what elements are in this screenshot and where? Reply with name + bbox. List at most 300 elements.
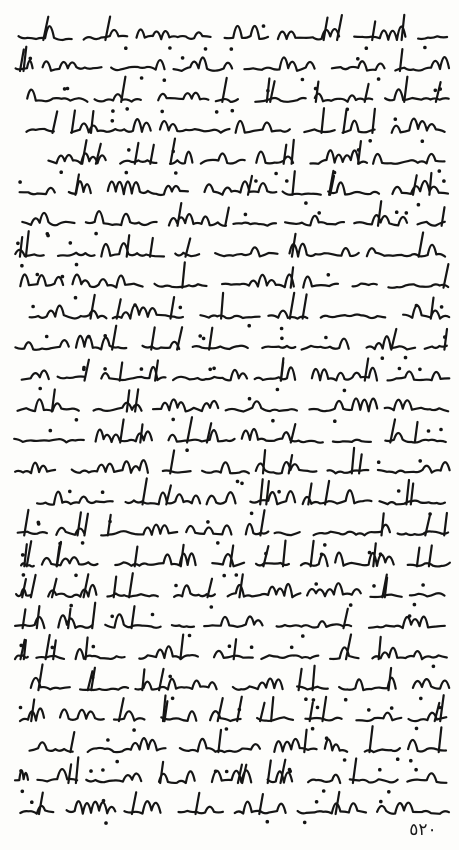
handwritten-line — [48, 139, 444, 176]
ink-stroke — [18, 532, 47, 534]
ink-dot — [244, 213, 248, 217]
ink-dot — [266, 820, 270, 824]
ink-dot — [301, 78, 305, 82]
ink-stroke — [159, 771, 195, 783]
handwritten-line — [22, 201, 445, 237]
ink-dot — [343, 758, 347, 762]
ink-stroke — [236, 121, 290, 133]
ink-dot — [254, 179, 258, 183]
handwritten-line — [18, 389, 449, 423]
ink-stroke — [92, 603, 95, 629]
ink-stroke — [255, 367, 295, 380]
ink-stroke — [78, 512, 81, 535]
ink-dot — [69, 241, 73, 245]
ink-stroke — [119, 698, 124, 721]
ink-dot — [230, 47, 234, 51]
ink-stroke — [129, 573, 133, 597]
ink-stroke — [22, 213, 74, 225]
ink-dot — [115, 760, 119, 764]
ink-dot — [325, 736, 329, 740]
ink-dot — [264, 552, 268, 556]
ink-dot — [171, 150, 175, 154]
ink-stroke — [283, 192, 321, 195]
ink-dot — [101, 768, 105, 772]
ink-dot — [419, 697, 423, 701]
ink-stroke — [291, 424, 296, 442]
ink-stroke — [277, 621, 352, 627]
ink-dot — [59, 170, 63, 174]
ink-dot — [397, 489, 401, 493]
ink-stroke — [356, 713, 401, 721]
ink-stroke — [57, 546, 60, 566]
ink-stroke — [369, 617, 445, 628]
ink-dot — [74, 296, 78, 300]
ink-stroke — [367, 245, 445, 257]
ink-stroke — [377, 803, 449, 814]
ink-stroke — [233, 679, 283, 690]
ink-stroke — [178, 203, 182, 226]
ink-stroke — [53, 111, 58, 132]
ink-stroke — [202, 462, 249, 473]
ink-stroke — [379, 637, 381, 659]
ink-stroke — [339, 678, 396, 690]
ink-stroke — [292, 140, 294, 164]
ink-stroke — [58, 615, 92, 628]
ink-stroke — [209, 328, 212, 350]
ink-dot — [101, 490, 105, 494]
handwritten-line — [15, 603, 445, 638]
ink-stroke — [413, 175, 417, 195]
ink-dot — [92, 645, 96, 649]
ink-stroke — [354, 215, 407, 225]
ink-dot — [216, 541, 220, 545]
ink-stroke — [181, 545, 184, 567]
ink-dot — [185, 448, 189, 452]
ink-dot — [438, 706, 442, 710]
ink-stroke — [91, 295, 95, 319]
ink-dot — [30, 800, 34, 804]
ink-dot — [179, 306, 183, 310]
ink-dot — [379, 552, 383, 556]
ink-dot — [379, 800, 383, 804]
ink-stroke — [86, 211, 157, 225]
ink-stroke — [226, 401, 297, 411]
ink-stroke — [14, 439, 84, 443]
ink-stroke — [150, 238, 153, 257]
ink-dot — [22, 573, 26, 577]
ink-stroke — [221, 293, 223, 319]
ink-stroke — [268, 761, 271, 784]
ink-stroke — [215, 247, 277, 256]
ink-stroke — [207, 492, 236, 504]
ink-stroke — [115, 553, 195, 565]
ink-stroke — [27, 90, 87, 102]
ink-stroke — [395, 57, 449, 70]
ink-dot — [271, 419, 275, 423]
ink-stroke — [72, 460, 148, 473]
ink-dot — [222, 574, 226, 578]
ink-stroke — [20, 188, 55, 194]
ink-dot — [301, 634, 305, 638]
ink-dot — [188, 634, 192, 638]
ink-dot — [315, 800, 319, 804]
ink-stroke — [91, 111, 93, 133]
ink-dot — [106, 738, 110, 742]
ink-stroke — [204, 616, 262, 626]
ink-stroke — [301, 554, 328, 566]
ink-stroke — [96, 430, 152, 442]
handwritten-line — [14, 417, 446, 452]
ink-stroke — [314, 525, 390, 536]
ink-stroke — [268, 311, 307, 319]
ink-stroke — [70, 732, 74, 752]
ink-dot — [276, 388, 280, 392]
ink-dot — [280, 337, 284, 341]
ink-stroke — [431, 298, 434, 319]
ink-dot — [198, 334, 202, 338]
ink-dot — [36, 273, 40, 277]
ink-stroke — [283, 541, 286, 567]
ink-dot — [377, 77, 381, 81]
ink-dot — [225, 770, 229, 774]
ink-stroke — [417, 548, 420, 567]
ink-stroke — [155, 284, 207, 287]
handwritten-line — [15, 757, 446, 793]
ink-stroke — [210, 711, 241, 721]
ink-stroke — [256, 152, 293, 164]
ink-stroke — [271, 697, 273, 721]
ink-dot — [277, 490, 281, 494]
ink-stroke — [150, 145, 154, 164]
ink-dot — [414, 768, 418, 772]
ink-stroke — [388, 284, 448, 287]
handwritten-line — [20, 262, 448, 299]
ink-dot — [372, 584, 376, 588]
ink-dot — [19, 644, 23, 648]
ink-dot — [21, 553, 25, 557]
ink-stroke — [244, 57, 314, 70]
ink-stroke — [392, 181, 448, 194]
ink-dot — [349, 603, 353, 607]
ink-dot — [19, 769, 23, 773]
ink-stroke — [278, 29, 339, 39]
ink-dot — [423, 46, 427, 50]
ink-stroke — [321, 315, 385, 319]
ink-dot — [69, 604, 73, 608]
ink-stroke — [242, 429, 323, 443]
ink-dot — [19, 706, 23, 710]
ink-stroke — [30, 306, 107, 319]
ink-dot — [31, 305, 35, 309]
ink-stroke — [15, 463, 55, 473]
ink-stroke — [293, 171, 295, 195]
handwritten-line — [27, 77, 449, 114]
ink-stroke — [418, 36, 447, 39]
ink-dot — [408, 614, 412, 618]
ink-dot — [163, 78, 167, 82]
ink-stroke — [88, 738, 166, 752]
page-number: ٥٢٠ — [409, 820, 437, 840]
ink-dot — [51, 646, 55, 650]
ink-dot — [168, 46, 172, 50]
ink-dot — [37, 521, 41, 525]
ink-dot — [405, 211, 409, 215]
handwritten-line — [15, 326, 447, 360]
ink-dot — [168, 675, 172, 679]
ink-stroke — [205, 181, 277, 194]
ink-stroke — [160, 121, 230, 133]
ink-dot — [61, 275, 65, 279]
handwritten-line — [21, 541, 450, 578]
ink-dot — [160, 110, 164, 114]
ink-stroke — [419, 233, 423, 257]
ink-dot — [365, 46, 369, 50]
ink-stroke — [58, 377, 85, 379]
ink-stroke — [352, 448, 354, 474]
ink-dot — [409, 759, 413, 763]
ink-dot — [327, 273, 331, 277]
ink-dot — [104, 821, 108, 825]
ink-dot — [63, 87, 67, 91]
ink-dot — [212, 367, 216, 371]
ink-stroke — [378, 462, 450, 473]
ink-dot — [140, 367, 144, 371]
ink-dot — [303, 821, 307, 825]
ink-stroke — [250, 491, 295, 504]
ink-dot — [208, 368, 212, 372]
ink-stroke — [444, 264, 449, 288]
ink-stroke — [255, 98, 305, 102]
ink-dot — [171, 418, 175, 422]
ink-stroke — [22, 371, 49, 380]
ink-stroke — [285, 216, 344, 226]
ink-dot — [320, 553, 324, 557]
ink-stroke — [127, 390, 130, 411]
ink-stroke — [84, 514, 88, 536]
ink-stroke — [108, 515, 111, 536]
ink-stroke — [303, 490, 372, 504]
ink-dot — [174, 584, 178, 588]
ink-stroke — [140, 424, 142, 442]
ink-dot — [367, 708, 371, 712]
ink-dot — [87, 335, 91, 339]
ink-stroke — [15, 617, 44, 628]
ink-stroke — [200, 315, 259, 318]
ink-stroke — [382, 513, 384, 535]
ink-stroke — [76, 649, 125, 659]
ink-stroke — [275, 532, 300, 535]
ink-stroke — [308, 775, 340, 783]
ink-dot — [439, 428, 443, 432]
ink-stroke — [246, 524, 268, 534]
ink-dot — [174, 171, 178, 175]
ink-stroke — [36, 656, 64, 659]
ink-stroke — [158, 93, 208, 101]
ink-dot — [387, 790, 391, 794]
ink-dot — [312, 698, 316, 702]
ink-dot — [413, 603, 417, 607]
ink-stroke — [413, 679, 449, 689]
ink-dot — [235, 573, 239, 577]
ink-stroke — [135, 389, 138, 411]
ink-stroke — [37, 492, 113, 505]
ink-stroke — [120, 420, 123, 443]
ink-stroke — [372, 648, 446, 659]
ink-stroke — [18, 399, 79, 411]
ink-dot — [368, 551, 372, 555]
handwritten-line — [16, 573, 444, 609]
ink-dot — [75, 418, 79, 422]
ink-stroke — [58, 253, 95, 256]
ink-dot — [236, 480, 240, 484]
ink-dot — [266, 89, 270, 93]
ink-dot — [75, 263, 79, 267]
ink-stroke — [43, 61, 102, 70]
ink-stroke — [303, 294, 307, 318]
ink-stroke — [56, 528, 84, 535]
handwritten-line — [19, 695, 447, 732]
ink-stroke — [407, 773, 446, 783]
ink-stroke — [137, 29, 211, 39]
ink-stroke — [68, 764, 71, 783]
ink-dot — [247, 324, 251, 328]
ink-stroke — [333, 440, 371, 442]
ink-stroke — [335, 553, 394, 566]
ink-stroke — [26, 129, 53, 132]
ink-stroke — [39, 793, 43, 814]
ink-dot — [20, 264, 24, 268]
ink-stroke — [315, 94, 372, 102]
ink-dot — [102, 799, 106, 803]
ink-dot — [89, 769, 93, 773]
ink-dot — [133, 303, 137, 307]
ink-stroke — [101, 243, 164, 256]
ink-stroke — [398, 531, 449, 535]
ink-dot — [322, 789, 326, 793]
handwritten-line — [15, 231, 445, 267]
ink-stroke — [284, 145, 287, 164]
ink-dot — [125, 107, 129, 111]
ink-dot — [280, 327, 284, 331]
ink-dot — [368, 139, 372, 143]
ink-stroke — [101, 525, 177, 536]
ink-dot — [344, 698, 348, 702]
ink-stroke — [309, 398, 377, 411]
ink-dot — [421, 139, 425, 143]
ink-stroke — [328, 470, 369, 473]
ink-stroke — [316, 82, 319, 102]
handwritten-line — [15, 635, 447, 669]
ink-dot — [127, 148, 131, 152]
ink-stroke — [68, 609, 70, 629]
ink-dot — [395, 210, 399, 214]
ink-stroke — [303, 277, 338, 288]
ink-stroke — [233, 223, 276, 226]
ink-dot — [202, 337, 206, 341]
ink-dot — [125, 171, 129, 175]
ink-dot — [404, 356, 408, 360]
ink-dot — [417, 203, 421, 207]
ink-dot — [398, 367, 402, 371]
ink-stroke — [69, 181, 91, 194]
ink-stroke — [328, 182, 379, 194]
ink-dot — [38, 387, 42, 391]
ink-stroke — [166, 485, 171, 504]
ink-dot — [316, 706, 320, 710]
ink-dot — [390, 706, 394, 710]
ink-stroke — [187, 417, 192, 442]
ink-stroke — [186, 526, 231, 535]
ink-stroke — [324, 18, 328, 40]
ink-dot — [248, 397, 252, 401]
ink-dot — [285, 179, 289, 183]
ink-dot — [356, 57, 360, 61]
ink-dot — [94, 232, 98, 236]
ink-stroke — [108, 182, 188, 195]
ink-stroke — [30, 742, 73, 751]
ink-dot — [304, 201, 308, 205]
ink-stroke — [343, 121, 375, 133]
ink-stroke — [82, 140, 86, 164]
ink-dot — [151, 613, 155, 617]
ink-dot — [438, 169, 442, 173]
ink-dot — [215, 110, 219, 114]
ink-stroke — [216, 99, 238, 102]
ink-dot — [314, 87, 318, 91]
ink-stroke — [20, 806, 53, 814]
ink-stroke — [26, 231, 29, 257]
ink-stroke — [330, 647, 358, 659]
ink-dot — [323, 543, 327, 547]
ink-dot — [238, 708, 242, 712]
handwritten-line — [31, 665, 449, 702]
ink-stroke — [343, 110, 346, 133]
ink-stroke — [31, 700, 34, 722]
ink-dot — [357, 148, 361, 152]
ink-stroke — [60, 709, 104, 719]
ink-stroke — [169, 430, 235, 441]
ink-stroke — [86, 774, 141, 783]
ink-dot — [74, 574, 78, 578]
ink-dot — [18, 180, 22, 184]
ink-stroke — [350, 779, 398, 782]
ink-dot — [377, 460, 381, 464]
ink-stroke — [120, 363, 123, 381]
ink-dot — [317, 211, 321, 215]
ink-stroke — [322, 108, 325, 133]
handwritten-line — [19, 15, 448, 51]
ink-dot — [204, 47, 208, 51]
ink-stroke — [429, 173, 431, 195]
ink-dot — [381, 356, 385, 360]
ink-dot — [421, 583, 425, 587]
ink-stroke — [196, 793, 200, 814]
ink-stroke — [353, 284, 377, 287]
ink-stroke — [261, 655, 318, 659]
ink-stroke — [290, 293, 294, 319]
ink-dot — [21, 790, 25, 794]
ink-stroke — [42, 557, 98, 565]
ink-stroke — [444, 513, 447, 535]
ink-stroke — [370, 726, 373, 752]
ink-dot — [214, 770, 218, 774]
ink-stroke — [439, 727, 442, 752]
ink-dot — [81, 541, 85, 545]
ink-stroke — [143, 342, 180, 349]
ink-dot — [210, 605, 214, 609]
ink-stroke — [373, 154, 444, 164]
ink-stroke — [323, 697, 327, 721]
